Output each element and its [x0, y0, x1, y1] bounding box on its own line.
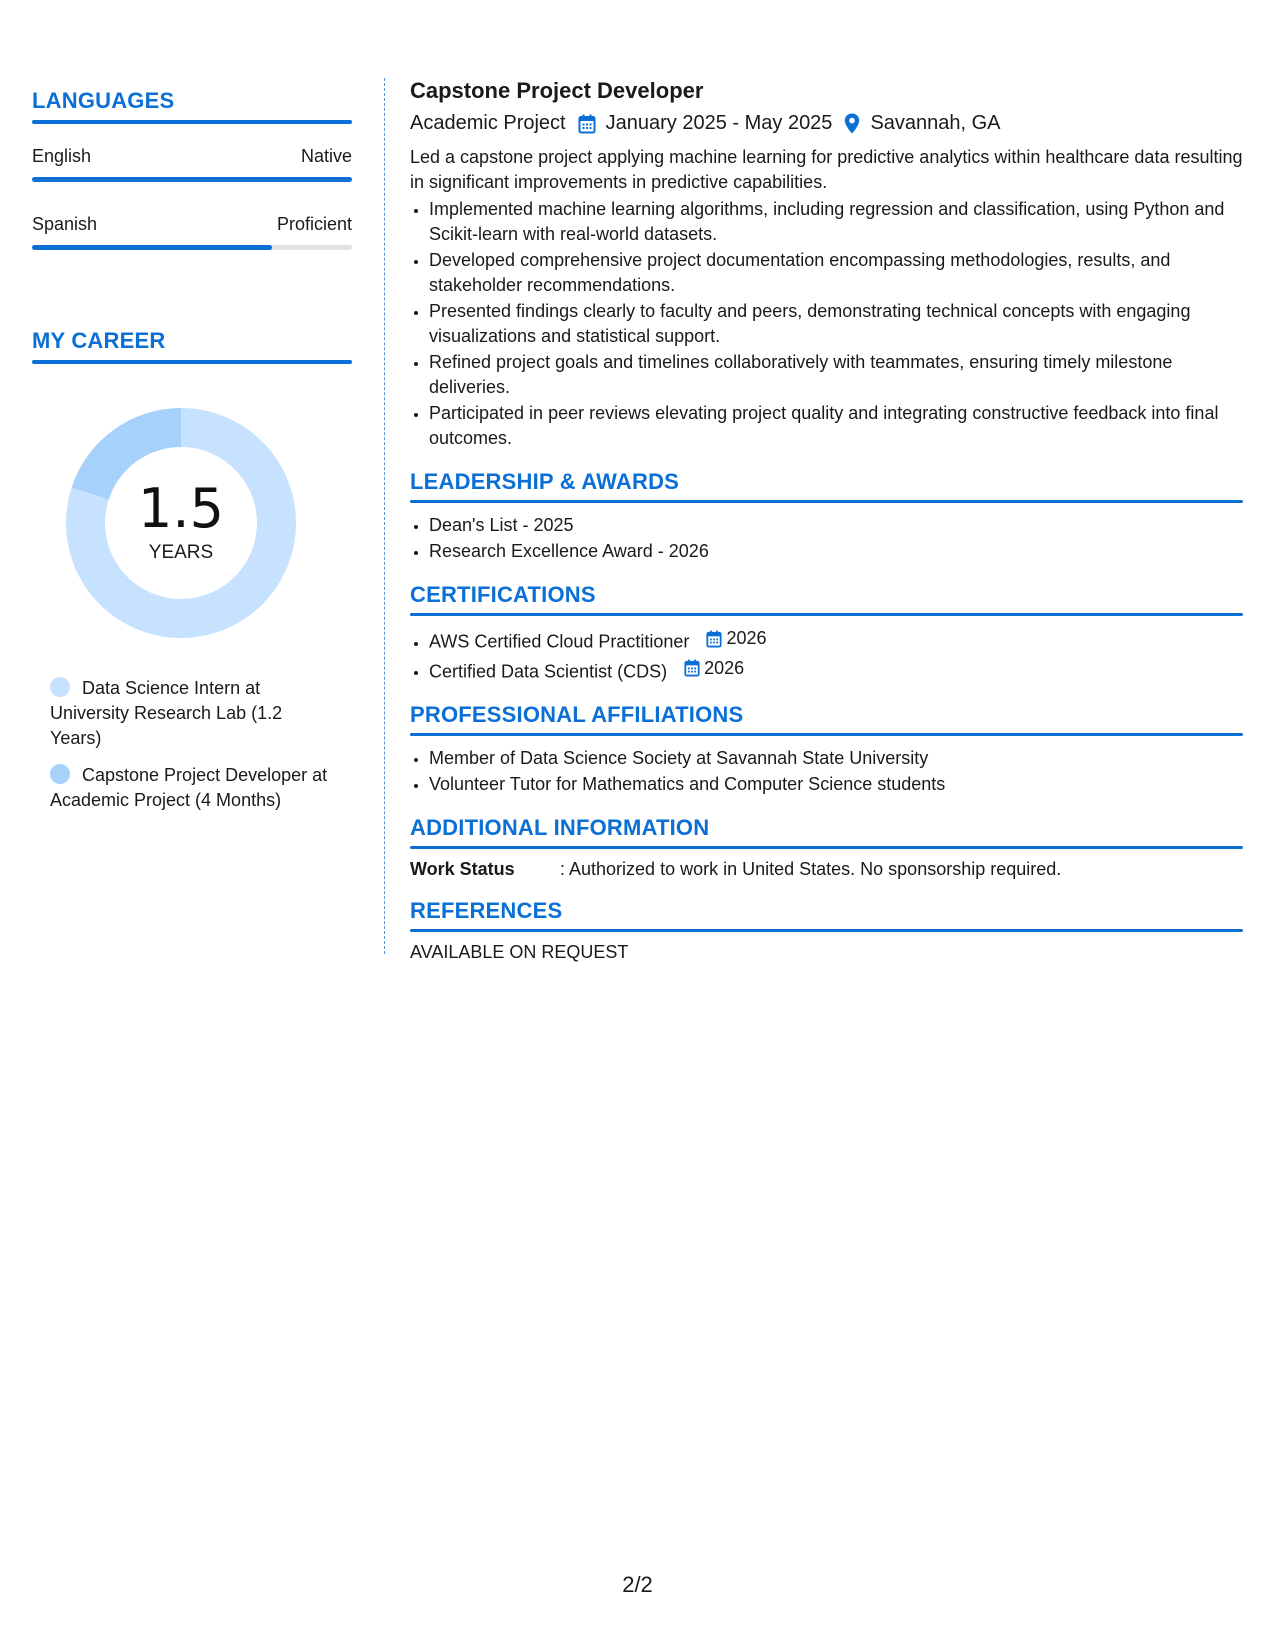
- language-level: Proficient: [276, 214, 352, 234]
- leadership-rule: [410, 500, 1243, 503]
- certifications-section: [410, 582, 1243, 684]
- career-section: [32, 328, 352, 813]
- legend-dot: [50, 764, 70, 784]
- job-location: Savannah, GA: [870, 112, 1001, 134]
- calendar-icon: [578, 114, 596, 134]
- certifications-title: CERTIFICATIONS: [410, 582, 596, 607]
- legend-label: Data Science Intern at University Research Lab (1.2 Years): [50, 678, 283, 748]
- language-item: [32, 146, 352, 182]
- certifications-rule: [410, 613, 1243, 616]
- work-status-row: [410, 859, 1243, 880]
- page-number: 2/2: [622, 1572, 653, 1597]
- references-text: AVAILABLE ON REQUEST: [410, 942, 629, 962]
- calendar-icon: [706, 630, 722, 648]
- language-level: Native: [300, 146, 352, 166]
- career-donut-chart: [66, 408, 296, 638]
- list-item: • Implemented machine learning algorithms, including regression and classification, using Python and Scikit-learn with real-world datasets.: [429, 197, 1243, 247]
- legend-item: [50, 676, 330, 751]
- legend-dot: [50, 677, 70, 697]
- references-section: [410, 898, 1243, 963]
- certification-year: 2026: [726, 628, 767, 648]
- right-column: [410, 78, 1243, 963]
- experience-entry: [410, 78, 1243, 451]
- leadership-title: LEADERSHIP & AWARDS: [410, 469, 680, 494]
- job-bullets: [410, 197, 1243, 451]
- work-status-label: Work Status: [410, 859, 515, 879]
- legend-item: [50, 763, 330, 813]
- affiliations-title: PROFESSIONAL AFFILIATIONS: [410, 702, 744, 727]
- list-item: • Presented findings clearly to faculty and peers, demonstrating technical concepts with engaging visualizations and statistical support.: [429, 299, 1243, 349]
- career-title: MY CAREER: [32, 328, 166, 353]
- career-total-unit: YEARS: [148, 542, 214, 563]
- list-item: • Volunteer Tutor for Mathematics and Computer Science students: [429, 772, 1243, 797]
- languages-section: [32, 88, 352, 250]
- additional-info-rule: [410, 846, 1243, 849]
- additional-info-title: ADDITIONAL INFORMATION: [410, 815, 710, 840]
- language-name: Spanish: [32, 214, 98, 234]
- list-item: • Research Excellence Award - 2026: [429, 539, 1243, 564]
- list-item: • Member of Data Science Society at Savannah State University: [429, 746, 1243, 771]
- language-bar-fill: [32, 245, 272, 250]
- list-item: • Refined project goals and timelines collaboratively with teammates, ensuring timely milestone deliveries.: [429, 350, 1243, 400]
- leadership-section: [410, 469, 1243, 564]
- certification-year: 2026: [704, 657, 745, 678]
- additional-info-section: [410, 815, 1243, 880]
- location-pin-icon: [844, 113, 860, 134]
- left-column: [32, 88, 352, 825]
- job-meta: [410, 112, 1243, 135]
- affiliations-rule: [410, 733, 1243, 736]
- list-item: • Developed comprehensive project documentation encompassing methodologies, results, and stakeholder recommendations.: [429, 248, 1243, 298]
- job-summary: Led a capstone project applying machine learning for predictive analytics within healthcare data resulting in significant improvements in predictive capabilities.: [410, 147, 1243, 192]
- references-rule: [410, 929, 1243, 932]
- career-rule: [32, 360, 352, 364]
- list-item: [429, 656, 1243, 685]
- certification-name: Certified Data Scientist (CDS): [429, 661, 668, 681]
- list-item: • Dean's List - 2025: [429, 513, 1243, 538]
- list-item: • Participated in peer reviews elevating project quality and integrating constructive feedback into final outcomes.: [429, 401, 1243, 451]
- legend-label: Capstone Project Developer at Academic Project (4 Months): [50, 765, 328, 810]
- affiliations-section: [410, 702, 1243, 797]
- career-total-value: 1.5: [138, 477, 224, 540]
- job-dates: January 2025 - May 2025: [605, 112, 833, 134]
- list-item: [429, 626, 1243, 655]
- column-divider: [384, 78, 385, 954]
- job-company: Academic Project: [410, 112, 566, 134]
- job-title: Capstone Project Developer: [410, 78, 704, 103]
- language-bar-fill: [32, 177, 352, 182]
- language-bar: [32, 245, 352, 250]
- languages-title: LANGUAGES: [32, 88, 175, 113]
- certification-name: AWS Certified Cloud Practitioner: [429, 631, 690, 652]
- languages-rule: [32, 120, 352, 124]
- language-item: [32, 214, 352, 250]
- language-bar: [32, 177, 352, 182]
- career-legend: [50, 676, 330, 813]
- language-name: English: [32, 146, 92, 166]
- calendar-icon: [684, 659, 700, 677]
- work-status-value: : Authorized to work in United States. No sponsorship required.: [560, 859, 1062, 879]
- references-title: REFERENCES: [410, 898, 563, 923]
